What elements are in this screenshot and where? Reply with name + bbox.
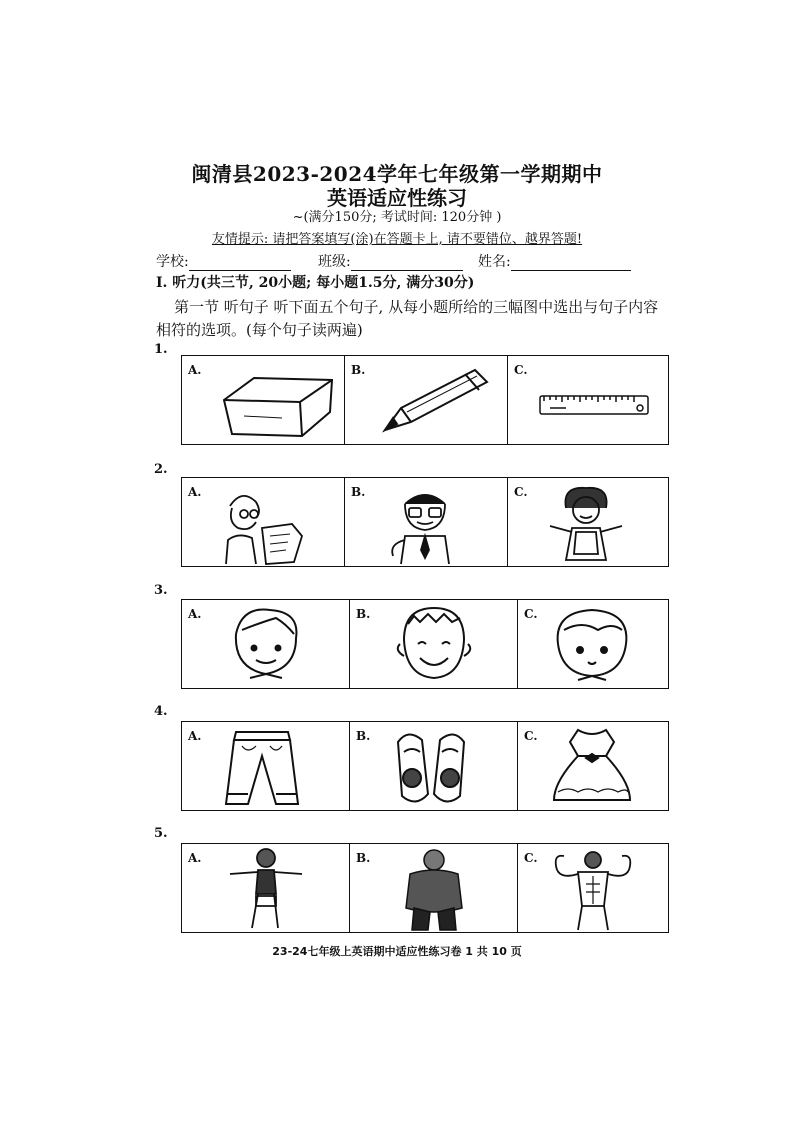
child-face-icon [518, 600, 668, 688]
option-label: C. [514, 363, 528, 377]
question-number: 5. [154, 826, 168, 841]
pants-icon [182, 722, 349, 810]
option-label: A. [188, 729, 202, 743]
option-b[interactable] [350, 600, 518, 689]
class-blank[interactable] [351, 256, 463, 271]
option-c[interactable] [508, 356, 669, 445]
option-label: B. [356, 729, 371, 743]
option-a[interactable] [182, 600, 350, 689]
option-c[interactable] [518, 600, 669, 689]
option-b[interactable] [350, 844, 518, 933]
question-number: 1. [154, 342, 168, 357]
ruler-icon [508, 356, 668, 444]
option-a[interactable] [182, 844, 350, 933]
option-label: B. [356, 607, 371, 621]
thin-man-icon [182, 844, 349, 932]
question-2-options [181, 477, 669, 567]
option-b[interactable] [350, 722, 518, 811]
school-label: 学校: [156, 254, 189, 270]
heavy-man-icon [350, 844, 517, 932]
question-number: 4. [154, 704, 168, 719]
question-3-options [181, 599, 669, 689]
option-label: A. [188, 607, 202, 621]
question-5-options [181, 843, 669, 933]
man-with-glasses-icon [345, 478, 507, 566]
class-field [318, 251, 463, 271]
exam-title: 闽清县2023-2024学年七年级第一学期期中 [191, 162, 603, 186]
section-heading: I. 听力(共三节, 20小题; 每小题1.5分, 满分30分) [156, 275, 475, 291]
option-label: B. [351, 363, 366, 377]
exam-subtitle: 英语适应性练习 [327, 186, 467, 210]
grandmother-reading-icon [182, 478, 344, 566]
dress-icon [518, 722, 668, 810]
option-label: C. [524, 729, 538, 743]
name-label: 姓名: [478, 254, 511, 270]
strong-man-icon [518, 844, 668, 932]
option-label: C. [524, 851, 538, 865]
option-a[interactable] [182, 356, 345, 445]
school-blank[interactable] [189, 256, 291, 271]
boy-face-icon [182, 600, 349, 688]
page-footer: 23-24七年级上英语期中适应性练习卷 1 共 10 页 [272, 945, 522, 958]
section-instruction: 第一节 听句子 听下面五个句子, 从每小题所给的三幅图中选出与句子内容相符的选项。(每个句子读两遍) [156, 298, 659, 339]
name-blank[interactable] [511, 256, 631, 271]
option-label: A. [188, 851, 202, 865]
eraser-icon [182, 356, 344, 444]
option-b[interactable] [345, 356, 508, 445]
option-c[interactable] [508, 478, 669, 567]
woman-with-apron-icon [508, 478, 668, 566]
shoes-icon [350, 722, 517, 810]
question-4-options [181, 721, 669, 811]
option-a[interactable] [182, 722, 350, 811]
question-number: 3. [154, 583, 168, 598]
question-number: 2. [154, 462, 168, 477]
smiling-boy-face-icon [350, 600, 517, 688]
option-label: B. [351, 485, 366, 499]
class-label: 班级: [318, 254, 351, 270]
option-label: C. [514, 485, 528, 499]
option-b[interactable] [345, 478, 508, 567]
option-label: A. [188, 485, 202, 499]
option-label: B. [356, 851, 371, 865]
friendly-tip: 友情提示: 请把答案填写(涂)在答题卡上, 请不要错位、越界答题! [211, 232, 583, 247]
option-a[interactable] [182, 478, 345, 567]
option-label: C. [524, 607, 538, 621]
exam-info: ~(满分150分; 考试时间: 120分钟 ) [292, 210, 502, 225]
question-1-options [181, 355, 669, 445]
name-field [478, 251, 631, 271]
option-c[interactable] [518, 844, 669, 933]
option-label: A. [188, 363, 202, 377]
school-field [156, 251, 291, 271]
option-c[interactable] [518, 722, 669, 811]
pencil-icon [345, 356, 507, 444]
